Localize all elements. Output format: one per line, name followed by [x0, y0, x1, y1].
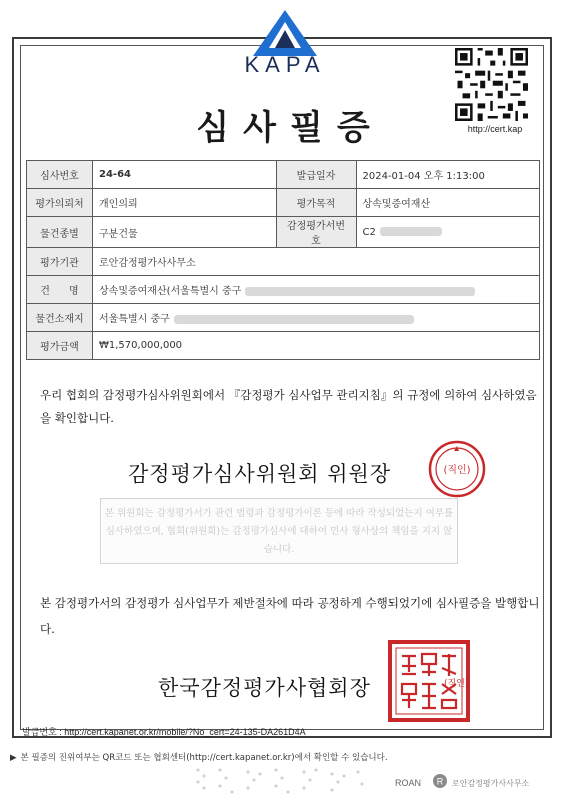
info-table	[26, 160, 540, 360]
location-text: 서울특별시 중구	[99, 314, 170, 325]
value-property-type: 구분건물	[93, 217, 277, 248]
roan-brand: ROAN	[395, 778, 422, 788]
dot-watermark-icon	[190, 762, 370, 798]
value-location	[93, 304, 540, 332]
page-title: 심사필증	[196, 108, 384, 148]
value-amount: ₩1,570,000,000	[93, 332, 540, 360]
association-president-text: 한국감정평가사협회장	[158, 676, 371, 700]
table-row	[27, 217, 540, 248]
table-row	[27, 332, 540, 360]
association-seal	[388, 640, 470, 722]
value-purpose: 상속및증여재산	[356, 189, 540, 217]
label-property-type: 물건종별	[27, 217, 93, 248]
label-amount: 평가금액	[27, 332, 93, 360]
table-row	[27, 276, 540, 304]
verification-note-text: 본 필증의 진위여부는 QR코드 또는 협회센터(http://cert.kapanet.or.kr)에서 확인할 수 있습니다.	[20, 753, 388, 763]
committee-seal-text: (직인)	[443, 465, 471, 476]
table-row	[27, 304, 540, 332]
svg-text:R: R	[436, 776, 444, 787]
label-issue-date: 발급일자	[276, 161, 356, 189]
committee-chair-line	[128, 458, 391, 488]
value-name	[93, 276, 540, 304]
report-number-text: C2	[362, 226, 376, 238]
triangle-bullet-icon: ▶	[10, 753, 17, 763]
table-row	[27, 189, 540, 217]
value-report-number	[356, 217, 540, 248]
label-review-number: 심사번호	[27, 161, 93, 189]
label-purpose: 평가목적	[276, 189, 356, 217]
value-issue-date: 2024-01-04 오후 1:13:00	[356, 161, 540, 189]
value-appraiser: 로안감정평가사사무소	[93, 248, 540, 276]
label-appraiser: 평가기관	[27, 248, 93, 276]
label-requester: 평가의뢰처	[27, 189, 93, 217]
kapa-logo-text: KAPA	[244, 52, 326, 77]
label-location: 물건소재지	[27, 304, 93, 332]
disclaimer-text: 본 위원회는 감정평가서가 관련 법령과 감정평가이론 등에 따라 작성되었는지 여부를 심사하였으며, 협회(위원회)는 감정평가심사에 대하여 민사 형사상의 책임을 지지 않습니다.	[104, 508, 454, 555]
table-row	[27, 161, 540, 189]
redacted-block	[245, 287, 475, 296]
redacted-block	[380, 227, 442, 236]
association-president-line	[158, 672, 371, 702]
label-report-number: 감정평가서번호	[276, 217, 356, 248]
confirmation-paragraph: 우리 협회의 감정평가심사위원회에서 『감정평가 심사업무 관리지침』의 규정에 의하여 심사하였음을 확인합니다.	[40, 388, 537, 425]
roan-office-name: 로안감정평가사사무소	[452, 779, 530, 788]
value-requester: 개인의뢰	[93, 189, 277, 217]
qr-url[interactable]: http://cert.kap	[467, 124, 523, 134]
committee-chair-text: 감정평가심사위원회 위원장	[128, 462, 392, 486]
value-review-number: 24-64	[93, 161, 277, 189]
committee-seal	[428, 440, 486, 498]
issue-number[interactable]: 발급번호 : http://cert.kapanet.or.kr/mobile/?No_cert=24-135-DA261D4A	[22, 727, 306, 737]
issuance-paragraph: 본 감정평가서의 감정평가 심사업무가 제반절차에 따라 공정하게 수행되었기에 심사필증을 발행합니다.	[40, 596, 540, 636]
kapa-triangle-icon	[225, 8, 345, 58]
association-seal-text: (직인)	[444, 679, 469, 689]
kapa-logo	[225, 8, 345, 80]
round-seal-icon	[428, 440, 486, 498]
redacted-block	[174, 315, 414, 324]
roan-logo-icon	[432, 773, 448, 789]
square-seal-icon	[388, 640, 470, 722]
label-name: 건 명	[27, 276, 93, 304]
table-row	[27, 248, 540, 276]
name-text: 상속및증여재산(서울특별시 중구	[99, 286, 242, 297]
